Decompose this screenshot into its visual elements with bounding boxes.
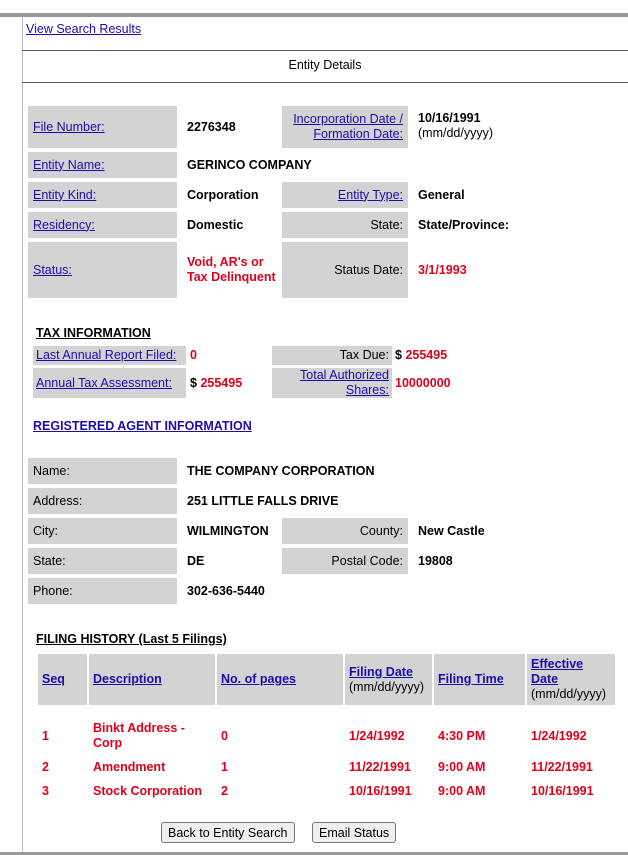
file-number-value: 2276348: [187, 119, 236, 134]
state-value: State/Province:: [418, 217, 510, 232]
effective-date: 11/22/1991: [531, 759, 593, 774]
filing-seq: 1: [42, 728, 49, 743]
agent-county-label: County:: [282, 518, 408, 544]
incorporation-date-value: [418, 111, 493, 141]
agent-postal-value: 19808: [418, 553, 453, 568]
agent-city-value: WILMINGTON: [187, 523, 269, 538]
effective-date: 10/16/1991: [531, 783, 594, 798]
agent-phone-label: Phone:: [28, 578, 177, 604]
filing-seq: 2: [42, 759, 49, 774]
entity-type-label[interactable]: Entity Type:: [282, 182, 408, 208]
incorporation-date-label[interactable]: Incorporation Date / Formation Date:: [282, 106, 408, 148]
status-date-value: 3/1/1993: [418, 262, 467, 277]
last-annual-report-label[interactable]: Last Annual Report Filed:: [33, 346, 186, 365]
effective-date-format: (mm/dd/yyyy): [531, 687, 606, 701]
agent-county-value: New Castle: [418, 523, 485, 538]
agent-city-label: City:: [28, 518, 177, 544]
tax-due-label: Tax Due:: [272, 346, 392, 365]
annual-tax-assessment-label[interactable]: Annual Tax Assessment:: [33, 368, 186, 398]
tax-due-amount: 255495: [405, 348, 448, 362]
col-filing-time-header[interactable]: Filing Time: [434, 654, 525, 705]
col-seq-header[interactable]: Seq: [38, 654, 87, 705]
filing-description: Binkt Address - Corp: [93, 721, 185, 750]
col-pages-header[interactable]: No. of pages: [217, 654, 343, 705]
tax-due-dollar: $: [395, 348, 402, 362]
filing-history-heading: FILING HISTORY (Last 5 Filings): [36, 632, 227, 646]
filing-pages: 0: [221, 728, 228, 743]
filing-date-format: (mm/dd/yyyy): [349, 679, 424, 694]
status-date-label: Status Date:: [282, 242, 408, 298]
filing-date: 1/24/1992: [349, 728, 405, 743]
registered-agent-heading-link[interactable]: REGISTERED AGENT INFORMATION: [33, 419, 252, 433]
agent-state-label: State:: [28, 548, 177, 574]
agent-name-label: Name:: [28, 458, 177, 484]
effective-date: 1/24/1992: [531, 728, 587, 743]
left-border: [22, 17, 23, 855]
annual-tax-assessment-value: [190, 368, 242, 398]
total-authorized-shares-value: 10000000: [395, 375, 451, 390]
entity-kind-value: Corporation: [187, 187, 259, 202]
file-number-label[interactable]: File Number:: [28, 106, 177, 148]
email-status-button[interactable]: Email Status: [312, 822, 396, 843]
agent-state-value: DE: [187, 553, 205, 568]
last-annual-report-value: 0: [190, 348, 197, 362]
col-effective-date-header[interactable]: Effective Date (mm/dd/yyyy): [527, 654, 615, 705]
agent-address-label: Address:: [28, 488, 177, 514]
status-label[interactable]: Status:: [28, 242, 177, 298]
agent-name-value: THE COMPANY CORPORATION: [187, 463, 375, 478]
view-search-results-link[interactable]: View Search Results: [26, 22, 142, 36]
residency-value: Domestic: [187, 217, 244, 232]
filing-seq: 3: [42, 783, 49, 798]
col-filing-date-header[interactable]: Filing Date (mm/dd/yyyy): [345, 654, 432, 705]
date-format-hint: (mm/dd/yyyy): [418, 126, 493, 140]
filing-pages: 2: [221, 783, 228, 798]
assessment-amount: 255495: [200, 375, 243, 390]
entity-type-value: General: [418, 187, 465, 202]
filing-pages: 1: [221, 759, 228, 774]
total-authorized-shares-label[interactable]: Total Authorized Shares:: [272, 368, 392, 398]
assessment-dollar: $: [190, 375, 197, 390]
agent-address-value: 251 LITTLE FALLS DRIVE: [187, 493, 339, 508]
col-description-header[interactable]: Description: [89, 654, 215, 705]
status-value: Void, AR's or Tax Delinquent: [187, 255, 276, 284]
top-border: [0, 13, 628, 17]
agent-phone-value: 302-636-5440: [187, 583, 265, 598]
residency-label[interactable]: Residency:: [28, 212, 177, 238]
agent-postal-label: Postal Code:: [282, 548, 408, 574]
back-to-entity-search-button[interactable]: Back to Entity Search: [161, 822, 295, 843]
entity-name-label[interactable]: Entity Name:: [28, 152, 177, 178]
filing-date: 11/22/1991: [349, 759, 411, 774]
tax-info-heading: TAX INFORMATION: [36, 326, 151, 340]
filing-time: 9:00 AM: [438, 783, 486, 798]
entity-name-value: GERINCO COMPANY: [187, 157, 312, 172]
filing-description: Stock Corporation: [93, 783, 203, 798]
filing-time: 4:30 PM: [438, 728, 486, 743]
incorporation-date: 10/16/1991: [418, 111, 481, 125]
filing-description: Amendment: [93, 759, 166, 774]
tax-due-value: [395, 346, 447, 365]
filing-time: 9:00 AM: [438, 759, 486, 774]
state-label: State:: [282, 212, 408, 238]
entity-kind-label[interactable]: Entity Kind:: [28, 182, 177, 208]
header-divider-bottom: [22, 82, 628, 83]
header-divider-top: [22, 50, 628, 51]
filing-date: 10/16/1991: [349, 783, 412, 798]
page-title: Entity Details: [288, 58, 362, 72]
